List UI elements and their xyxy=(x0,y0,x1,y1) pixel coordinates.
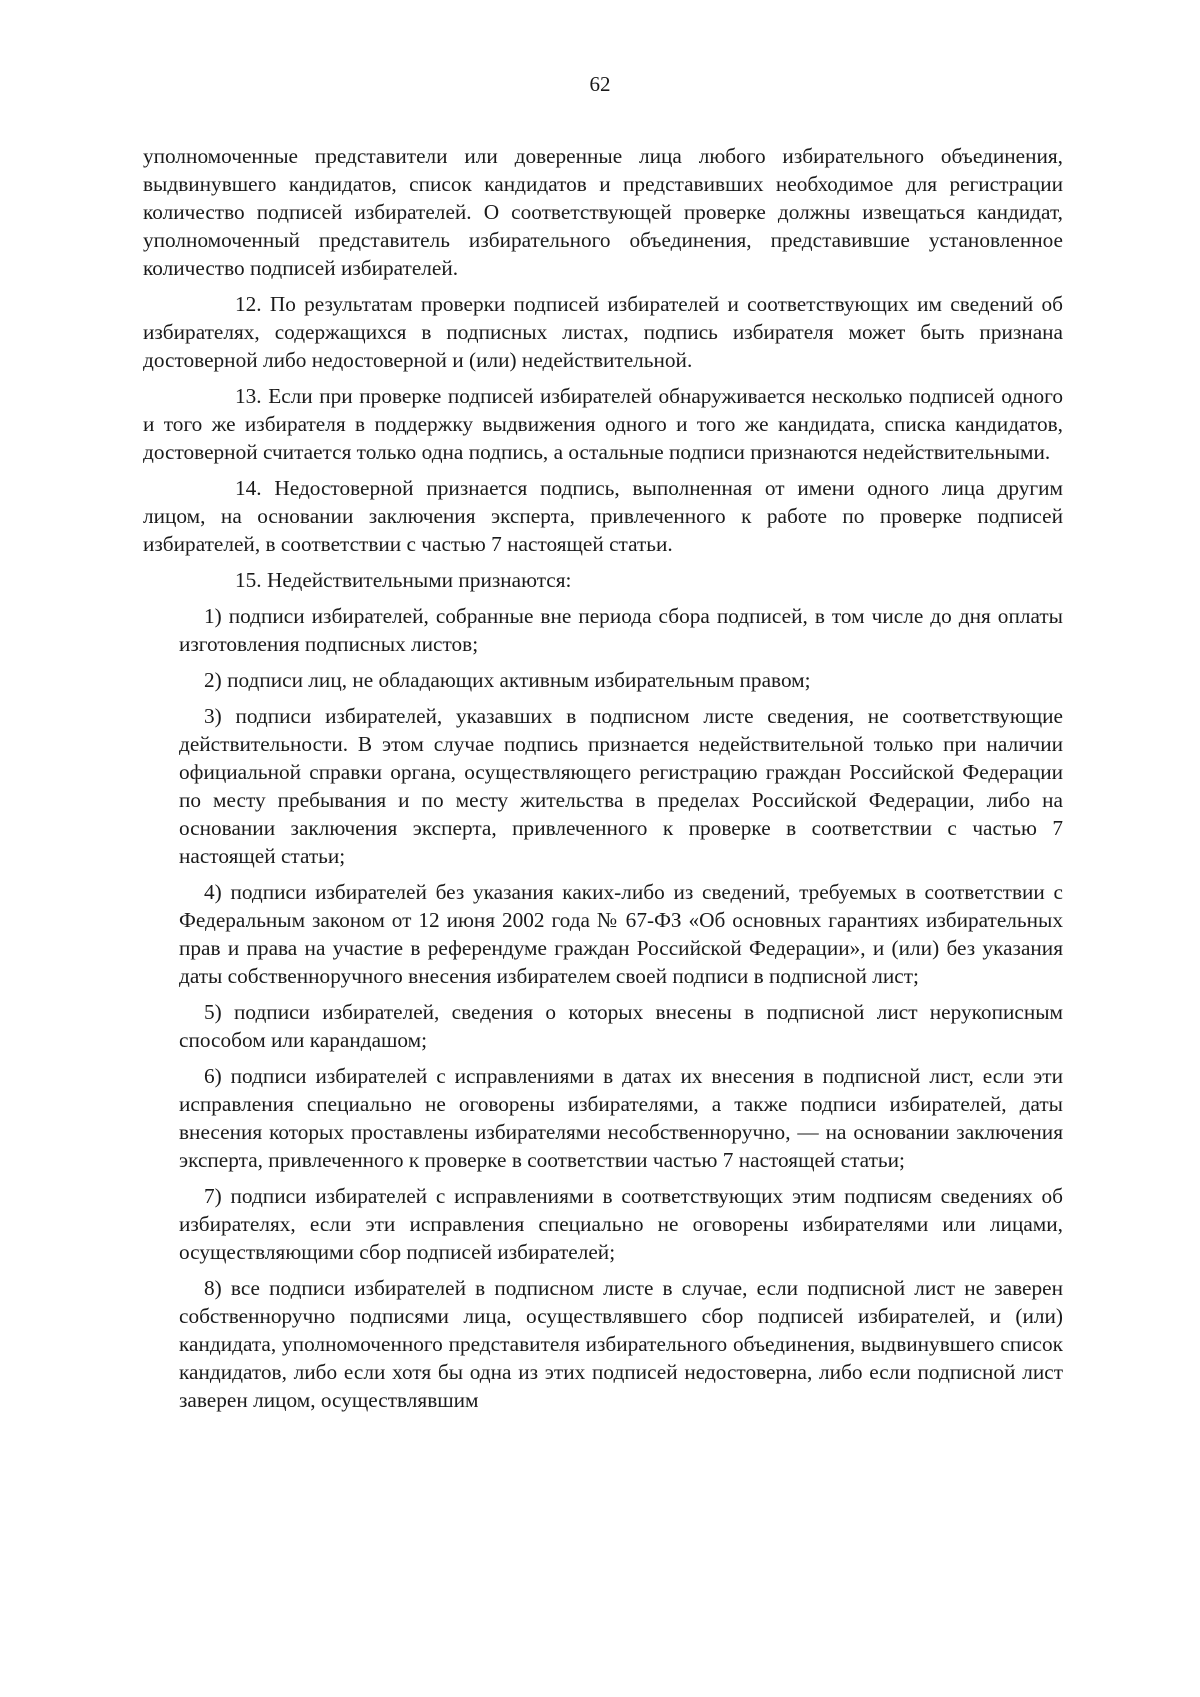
paragraph-15: 15. Недействительными признаются: xyxy=(235,568,572,592)
document-body xyxy=(143,142,1063,1422)
list-item-7: 7) подписи избирателей с исправлениями в соответствующих этим подписям сведениях об избирателях, если эти исправления специально не оговорены избирателями или лицами, осуществляющими сбор подписей избирателей; xyxy=(179,1184,1063,1264)
list-item-3: 3) подписи избирателей, указавших в подписном листе сведения, не соответствующие действительности. В этом случае подпись признается недействительной только при наличии официальной справки органа, осуществляющего регистрацию граждан Российской Федерации по месту пребывания и по месту жительства в пределах Российской Федерации, либо на основании заключения эксперта, привлеченного к проверке в соответствии с частью 7 настоящей статьи; xyxy=(179,704,1063,868)
paragraph-14: 14. Недостоверной признается подпись, выполненная от имени одного лица другим лицом, на основании заключения эксперта, привлеченного к работе по проверке подписей избирателей, в соответствии с частью 7 настоящей статьи. xyxy=(143,476,1063,556)
list-item-6: 6) подписи избирателей с исправлениями в датах их внесения в подписной лист, если эти исправления специально не оговорены избирателями, а также подписи избирателей, даты внесения которых проставлены избирателями несобственноручно, — на основании заключения эксперта, привлеченного к проверке в соответствии частью 7 настоящей статьи; xyxy=(179,1064,1063,1172)
list-item-2: 2) подписи лиц, не обладающих активным избирательным правом; xyxy=(204,668,811,692)
paragraph-continuation: уполномоченные представители или доверенные лица любого избирательного объединения, выдвинувшего кандидатов, список кандидатов и представивших необходимое для регистрации количество подписей избирателей. О соответствующей проверке должны извещаться кандидат, уполномоченный представитель избирательного объединения, представившие установленное количество подписей избирателей. xyxy=(143,144,1063,280)
list-item-8: 8) все подписи избирателей в подписном листе в случае, если подписной лист не заверен собственноручно подписями лица, осуществлявшего сбор подписей избирателей, и (или) кандидата, уполномоченного представителя избирательного объединения, выдвинувшего список кандидатов, либо если хотя бы одна из этих подписей недостоверна, либо если подписной лист заверен лицом, осуществлявшим xyxy=(179,1276,1063,1412)
list-item-5: 5) подписи избирателей, сведения о которых внесены в подписной лист нерукописным способом или карандашом; xyxy=(179,1000,1063,1052)
page-number: 62 xyxy=(589,72,611,96)
list-item-4: 4) подписи избирателей без указания каких-либо из сведений, требуемых в соответствии с Федеральным законом от 12 июня 2002 года № 67-ФЗ «Об основных гарантиях избирательных прав и права на участие в референдуме граждан Российской Федерации», и (или) без указания даты собственноручного внесения избирателем своей подписи в подписной лист; xyxy=(179,880,1063,988)
list-item-1: 1) подписи избирателей, собранные вне периода сбора подписей, в том числе до дня оплаты изготовления подписных листов; xyxy=(179,604,1063,656)
paragraph-13: 13. Если при проверке подписей избирателей обнаруживается несколько подписей одного и того же избирателя в поддержку выдвижения одного и того же кандидата, списка кандидатов, достоверной считается только одна подпись, а остальные подписи признаются недействительными. xyxy=(143,384,1063,464)
paragraph-12: 12. По результатам проверки подписей избирателей и соответствующих им сведений об избирателях, содержащихся в подписных листах, подпись избирателя может быть признана достоверной либо недостоверной и (или) недействительной. xyxy=(143,292,1063,372)
